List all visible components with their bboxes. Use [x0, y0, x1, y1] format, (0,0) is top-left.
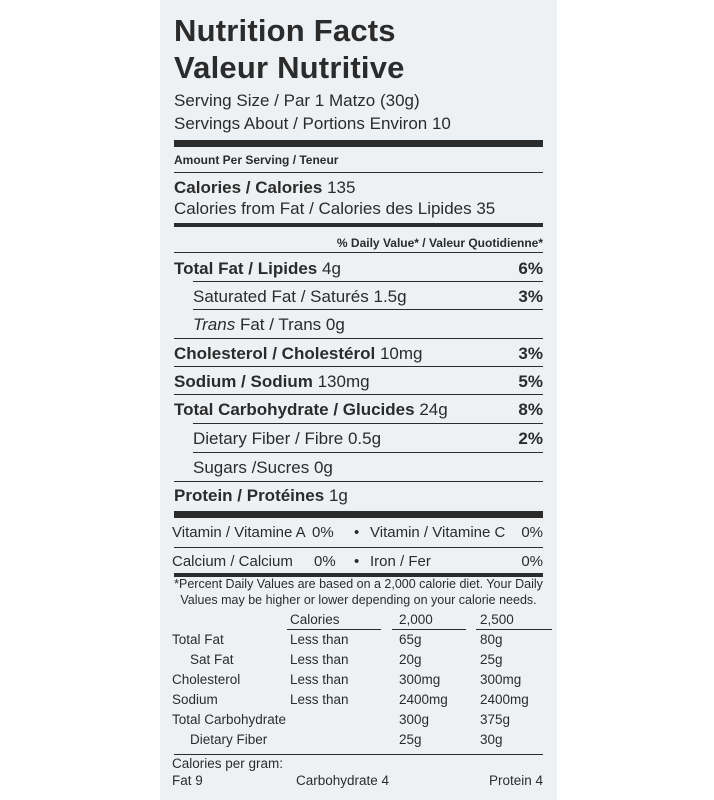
table-row: [172, 632, 543, 652]
calories-per-gram-carbohydrate: Carbohydrate 4: [296, 773, 390, 788]
bullet: •: [354, 553, 360, 570]
divider: [174, 172, 543, 173]
nutrient-label: Cholesterol / Cholestérol: [174, 344, 376, 363]
servings-per-container: Servings About / Portions Environ 10: [174, 114, 451, 133]
underline: [476, 629, 552, 630]
nutrient-amount: 1g: [328, 486, 348, 505]
nutrient-amount: 0.5g: [347, 429, 382, 448]
amount-per-serving: Amount Per Serving / Teneur: [174, 153, 339, 167]
table-cell: 300mg: [399, 672, 441, 687]
nutrient-amount: 0g: [325, 315, 345, 334]
divider-thick: [174, 511, 543, 518]
underline: [392, 629, 466, 630]
divider: [174, 394, 543, 395]
divider: [174, 252, 543, 253]
calories-value: 135: [327, 178, 356, 197]
table-row: [172, 692, 543, 712]
table-header: Calories: [290, 612, 340, 627]
table-cell: Cholesterol: [172, 672, 241, 687]
nutrient-label: Fat / Trans: [239, 315, 322, 334]
serving-size: Serving Size / Par 1 Matzo (30g): [174, 91, 420, 110]
calories-from-fat: Calories from Fat / Calories des Lipides 35: [174, 199, 496, 218]
calories-row: [174, 177, 543, 199]
divider: [193, 309, 543, 310]
table-cell: 2400mg: [399, 692, 448, 707]
table-cell: 375g: [480, 712, 511, 727]
nutrition-label: [160, 0, 557, 800]
divider: [174, 366, 543, 367]
divider: [174, 754, 543, 755]
nutrient-percent: 8%: [518, 400, 543, 419]
vitamin-label: Vitamin / Vitamine C: [370, 524, 506, 541]
nutrient-label-italic: Trans: [193, 315, 236, 334]
divider: [174, 338, 543, 339]
mineral-percent: 0%: [314, 553, 336, 570]
footnote-line: Values may be higher or lower depending on your calorie needs.: [180, 593, 537, 607]
nutrient-amount: 24g: [419, 400, 448, 419]
table-row: [172, 672, 543, 692]
calories-per-gram-protein: Protein 4: [488, 773, 543, 788]
calories-label: Calories / Calories: [174, 178, 323, 197]
nutrient-label: Sugars /Sucres: [193, 458, 310, 477]
table-cell: Total Fat: [172, 632, 224, 647]
mineral-label: Calcium / Calcium: [172, 553, 293, 570]
nutrient-label: Protein / Protéines: [174, 486, 325, 505]
nutrient-label: Dietary Fiber / Fibre: [193, 429, 344, 448]
nutrient-row-total-fat: [174, 258, 543, 280]
divider: [193, 452, 543, 453]
nutrient-row-saturated-fat: [193, 286, 543, 308]
nutrient-percent: 2%: [518, 429, 543, 448]
nutrient-row-sugars: [193, 457, 543, 479]
nutrient-label: Total Fat / Lipides: [174, 259, 318, 278]
nutrient-amount: 10mg: [379, 344, 423, 363]
table-cell: 25g: [480, 652, 503, 667]
nutrient-row-sodium: [174, 371, 543, 393]
nutrient-row-protein: [174, 485, 543, 507]
calories-per-gram-fat: Fat 9: [172, 773, 203, 788]
table-cell: Less than: [290, 672, 349, 687]
nutrient-row-cholesterol: [174, 343, 543, 365]
table-row: [172, 652, 543, 672]
nutrient-label: Sodium / Sodium: [174, 372, 313, 391]
nutrient-percent: 3%: [518, 344, 543, 363]
divider: [193, 423, 543, 424]
table-cell: Sodium: [172, 692, 218, 707]
divider-medium: [174, 223, 543, 227]
divider: [174, 547, 543, 548]
mineral-percent: 0%: [521, 553, 543, 570]
vitamin-percent: 0%: [312, 524, 334, 541]
underline: [287, 629, 381, 630]
vitamin-label: Vitamin / Vitamine A: [172, 524, 306, 541]
table-row: [172, 732, 543, 752]
nutrient-amount: 4g: [321, 259, 341, 278]
footnote: [174, 576, 543, 608]
table-cell: 2400mg: [480, 692, 529, 707]
nutrient-percent: 5%: [518, 372, 543, 391]
nutrient-row-trans-fat: [193, 314, 543, 336]
table-cell: 65g: [399, 632, 422, 647]
table-cell: 30g: [480, 732, 503, 747]
nutrient-row-dietary-fiber: [193, 428, 543, 450]
table-cell: Less than: [290, 692, 349, 707]
nutrient-percent: 3%: [518, 287, 543, 306]
nutrient-label: Saturated Fat / Saturés: [193, 287, 369, 306]
footnote-line: *Percent Daily Values are based on a 2,000 calorie diet. Your Daily: [174, 577, 543, 591]
title-french: Valeur Nutritive: [174, 50, 405, 85]
table-cell: Dietary Fiber: [190, 732, 268, 747]
nutrient-row-total-carbohydrate: [174, 399, 543, 421]
daily-value-header: % Daily Value* / Valeur Quotidienne*: [336, 236, 543, 250]
nutrient-amount: 0g: [313, 458, 333, 477]
table-cell: 25g: [399, 732, 422, 747]
table-cell: Sat Fat: [190, 652, 234, 667]
table-header: 2,000: [399, 612, 433, 627]
title-english: Nutrition Facts: [174, 13, 396, 48]
nutrient-amount: 130mg: [317, 372, 370, 391]
divider: [174, 481, 543, 482]
table-cell: Total Carbohydrate: [172, 712, 287, 727]
nutrient-percent: 6%: [518, 259, 543, 278]
table-cell: Less than: [290, 632, 349, 647]
divider-thick: [174, 140, 543, 147]
nutrient-label: Total Carbohydrate / Glucides: [174, 400, 415, 419]
table-cell: Less than: [290, 652, 349, 667]
nutrient-amount: 1.5g: [373, 287, 407, 306]
calories-per-gram-label: Calories per gram:: [172, 756, 284, 771]
table-cell: 80g: [480, 632, 503, 647]
table-row: [172, 712, 543, 732]
divider: [193, 281, 543, 282]
vitamin-percent: 0%: [521, 524, 543, 541]
bullet: •: [354, 524, 360, 541]
table-cell: 300g: [399, 712, 430, 727]
mineral-label: Iron / Fer: [370, 553, 431, 570]
table-header: 2,500: [480, 612, 514, 627]
table-cell: 20g: [399, 652, 422, 667]
table-cell: 300mg: [480, 672, 522, 687]
